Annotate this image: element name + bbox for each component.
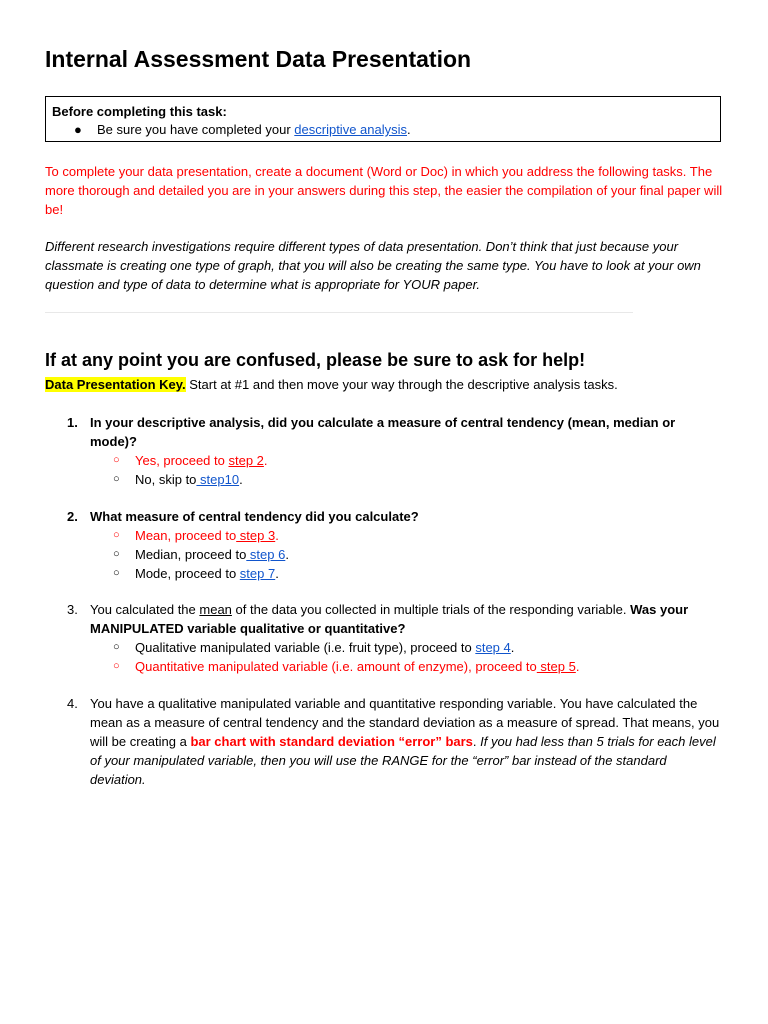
circle-bullet-icon: ○	[113, 473, 120, 485]
circle-bullet-icon: ○	[113, 641, 120, 653]
prerequisite-text: Be sure you have completed your	[97, 122, 295, 137]
paragraph-text: .	[472, 734, 481, 749]
key-text: Start at #1 and then move your way through the descriptive analysis tasks.	[185, 377, 618, 392]
option-text: Mean, proceed to	[135, 528, 237, 543]
step-3	[45, 600, 725, 676]
step-number: 3.	[67, 602, 78, 617]
option-end: .	[510, 640, 515, 655]
descriptive-analysis-link[interactable]: descriptive analysis	[294, 122, 407, 137]
step-number: 4.	[67, 696, 78, 711]
question-text: of the data you collected in multiple trials of the responding variable.	[231, 602, 631, 617]
step-1	[45, 413, 725, 489]
step-7-link[interactable]: step 7	[239, 566, 276, 581]
key-label: Data Presentation Key.	[45, 377, 186, 392]
option-item	[45, 638, 725, 657]
option-end: .	[239, 472, 243, 487]
option-text: Qualitative manipulated variable (i.e. fruit type), proceed to	[135, 640, 476, 655]
step-6-link[interactable]: step 6	[246, 547, 286, 562]
option-item	[45, 564, 725, 583]
range-note: If you had less than 5 trials for each level of your manipulated variable, then you will use the RANGE for the “error” bar instead of the standard deviation.	[90, 734, 716, 787]
question-bold: Was your MANIPULATED variable qualitative or quantitative?	[90, 602, 689, 636]
step-2	[45, 507, 725, 583]
step-3-link[interactable]: step 3	[236, 528, 276, 543]
option-text: No, skip to	[135, 472, 197, 487]
circle-bullet-icon: ○	[113, 660, 120, 672]
circle-bullet-icon: ○	[113, 454, 120, 466]
step-question	[45, 600, 725, 638]
bullet-icon: ●	[74, 122, 82, 137]
step-paragraph	[45, 694, 725, 789]
option-item	[45, 657, 725, 676]
option-end: .	[275, 528, 279, 543]
page-title: Internal Assessment Data Presentation	[45, 46, 472, 72]
divider	[45, 312, 633, 313]
option-item	[45, 470, 725, 489]
circle-bullet-icon: ○	[113, 567, 120, 579]
option-end: .	[263, 453, 268, 468]
help-heading: If at any point you are confused, please be sure to ask for help!	[45, 350, 586, 370]
option-text: Mode, proceed to	[135, 566, 240, 581]
bar-chart-emphasis: bar chart with standard deviation “error” bars	[190, 734, 473, 749]
circle-bullet-icon: ○	[113, 548, 120, 560]
step-4	[45, 694, 725, 789]
option-text: Yes, proceed to	[135, 453, 229, 468]
paragraph-text: You have a qualitative manipulated variable and quantitative responding variable. You have calculated the mean as a measure of central tendency and the standard deviation as a measure of spread. That means, you will be creating a	[90, 696, 720, 749]
intro-note: Different research investigations require different types of data presentation. Don’t think that just because your classmate is creating one type of graph, that you will also be creating the same type. You have to look at your own question and type of data to determine what is appropriate for YOUR paper.	[45, 239, 701, 292]
option-end: .	[285, 547, 289, 562]
question-text: You calculated the	[90, 602, 200, 617]
step-number: 1.	[67, 415, 78, 430]
intro-instructions: To complete your data presentation, create a document (Word or Doc) in which you address the following tasks. The more thorough and detailed you are in your answers during this step, the easier the compilation of your final paper will be!	[45, 164, 723, 217]
step-5-link[interactable]: step 5	[536, 659, 576, 674]
key-line	[45, 376, 618, 394]
option-text: Quantitative manipulated variable (i.e. amount of enzyme), proceed to	[135, 659, 537, 674]
option-item	[45, 545, 725, 564]
mean-term: mean	[199, 602, 232, 617]
prerequisite-item	[52, 121, 714, 139]
prerequisite-end: .	[407, 122, 411, 137]
prerequisite-heading: Before completing this task:	[52, 104, 227, 119]
step-question: In your descriptive analysis, did you calculate a measure of central tendency (mean, median or mode)?	[90, 415, 676, 449]
option-end: .	[575, 659, 580, 674]
step-2-link[interactable]: step 2	[228, 453, 264, 468]
step-10-link[interactable]: step10	[196, 472, 240, 487]
step-4-link[interactable]: step 4	[475, 640, 511, 655]
step-number: 2.	[67, 509, 78, 524]
option-text: Median, proceed to	[135, 547, 247, 562]
step-question: What measure of central tendency did you calculate?	[90, 509, 419, 524]
option-end: .	[275, 566, 279, 581]
option-item	[45, 526, 725, 545]
option-item	[45, 451, 725, 470]
prerequisite-box	[45, 96, 721, 142]
circle-bullet-icon: ○	[113, 529, 120, 541]
